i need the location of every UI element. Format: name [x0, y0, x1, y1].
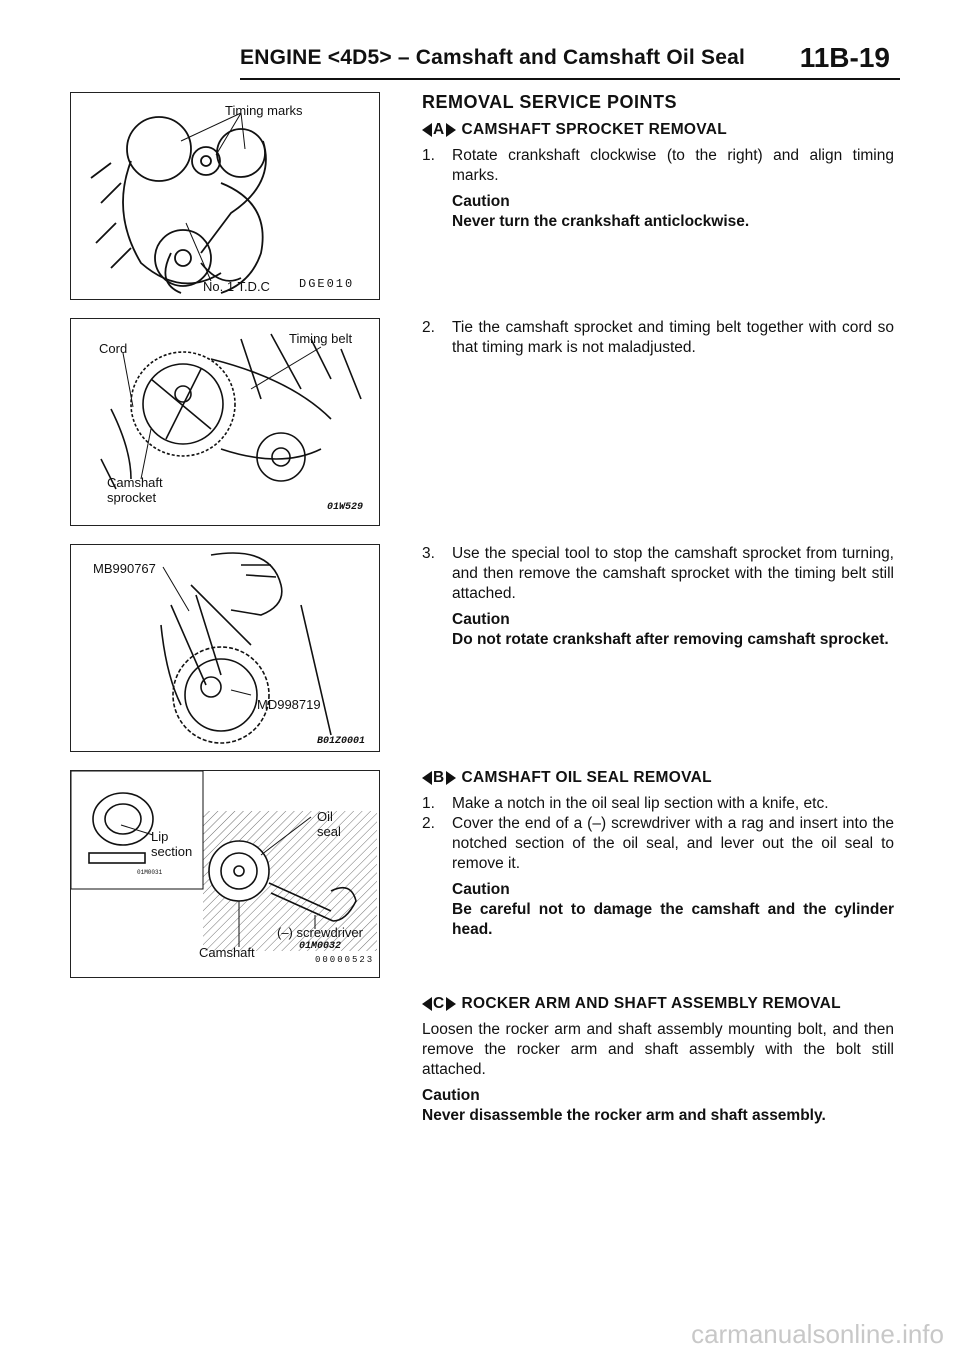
section-a-heading — [422, 120, 894, 140]
caution-text: Be careful not to damage the camshaft and the cylinder head. — [452, 901, 894, 938]
timing-marks-illustration — [71, 93, 379, 299]
step-b2-text: Cover the end of a (–) screwdriver with a rag and insert into the notched section of the oil seal, and lever out the oil seal to remove it. — [452, 815, 894, 872]
section-marker: C — [422, 994, 456, 1014]
figure-code-small: 01M0032 — [299, 941, 342, 952]
figure-cord-timing-belt — [70, 318, 380, 526]
section-marker: A — [422, 120, 456, 140]
figure-code: DGE010 — [299, 277, 355, 291]
caution-a3 — [422, 610, 894, 650]
caution-label: Caution — [452, 881, 510, 898]
step-b1-text: Make a notch in the oil seal lip section with a knife, etc. — [452, 795, 829, 812]
label-timing-belt: Timing belt — [289, 331, 353, 346]
caution-c — [422, 1086, 894, 1126]
label-no1-tdc: No. 1 T.D.C — [203, 279, 270, 294]
label-camshaft: Camshaft — [199, 945, 255, 960]
section-c-title: ROCKER ARM AND SHAFT ASSEMBLY REMOVAL — [461, 995, 841, 1012]
section-c-body: Loosen the rocker arm and shaft assembly mounting bolt, and then remove the rocker arm and shaft assembly with the bolt still attached. — [422, 1021, 894, 1078]
figure-timing-marks — [70, 92, 380, 300]
section-a-part3 — [422, 544, 894, 650]
section-c — [422, 994, 894, 1126]
caution-a1 — [422, 192, 894, 232]
figure-oil-seal — [70, 770, 380, 978]
caution-label: Caution — [422, 1087, 480, 1104]
section-a-part2 — [422, 318, 894, 358]
figure-code: 01W529 — [327, 502, 364, 513]
label-cord: Cord — [99, 341, 128, 356]
step-a1: 1. Rotate crankshaft clockwise (to the right) and align timing marks. — [422, 147, 894, 184]
caution-b — [422, 880, 894, 940]
label-oil-seal: Oil seal — [317, 809, 341, 839]
figure-code: 00000523 — [315, 955, 375, 965]
label-tool-mb990767: MB990767 — [93, 561, 156, 576]
section-b-heading — [422, 768, 894, 788]
label-lip-section: Lip section — [151, 829, 193, 859]
step-b1: 1. Make a notch in the oil seal lip section with a knife, etc. — [422, 794, 894, 814]
step-a1-text: Rotate crankshaft clockwise (to the right) and align timing marks. — [452, 147, 894, 184]
step-a3-text: Use the special tool to stop the camshaft sprocket from turning, and then remove the camshaft sprocket with the timing belt still attached. — [452, 545, 894, 602]
label-camshaft-sprocket: Camshaft sprocket — [107, 475, 163, 505]
caution-text: Do not rotate crankshaft after removing camshaft sprocket. — [452, 631, 889, 648]
header-rule — [240, 78, 900, 80]
caution-label: Caution — [452, 193, 510, 210]
figure-special-tool — [70, 544, 380, 752]
label-screwdriver: (–) screwdriver — [277, 925, 363, 940]
section-a-part1 — [422, 92, 894, 232]
watermark: carmanualsonline.info — [691, 1319, 944, 1349]
step-a2: 2. Tie the camshaft sprocket and timing belt together with cord so that timing mark is not maladjusted. — [422, 319, 894, 356]
caution-text: Never disassemble the rocker arm and shaft assembly. — [422, 1107, 826, 1124]
section-c-heading — [422, 994, 894, 1014]
page-number: 11B-19 — [799, 42, 890, 73]
section-a-title: CAMSHAFT SPROCKET REMOVAL — [461, 121, 728, 138]
section-b — [422, 768, 894, 940]
removal-heading: REMOVAL SERVICE POINTS — [422, 92, 678, 112]
label-timing-marks: Timing marks — [225, 103, 303, 118]
step-a2-text: Tie the camshaft sprocket and timing belt together with cord so that timing mark is not maladjusted. — [452, 319, 894, 356]
section-marker: B — [422, 768, 456, 788]
page-title: ENGINE <4D5> – Camshaft and Camshaft Oil Seal — [240, 46, 746, 69]
step-b2: 2. Cover the end of a (–) screwdriver with a rag and insert into the notched section of the oil seal, and lever out the oil seal to remove it. — [422, 815, 894, 872]
step-a3: 3. Use the special tool to stop the camshaft sprocket from turning, and then remove the camshaft sprocket with the timing belt still attached. — [422, 545, 894, 602]
label-tool-md998719: MD998719 — [257, 697, 321, 712]
caution-label: Caution — [452, 611, 510, 628]
section-b-title: CAMSHAFT OIL SEAL REMOVAL — [461, 769, 712, 786]
page-header — [160, 38, 900, 74]
figure-code: B01Z0001 — [317, 736, 366, 747]
inset-code: 01M0031 — [137, 869, 163, 876]
caution-text: Never turn the crankshaft anticlockwise. — [452, 213, 750, 230]
